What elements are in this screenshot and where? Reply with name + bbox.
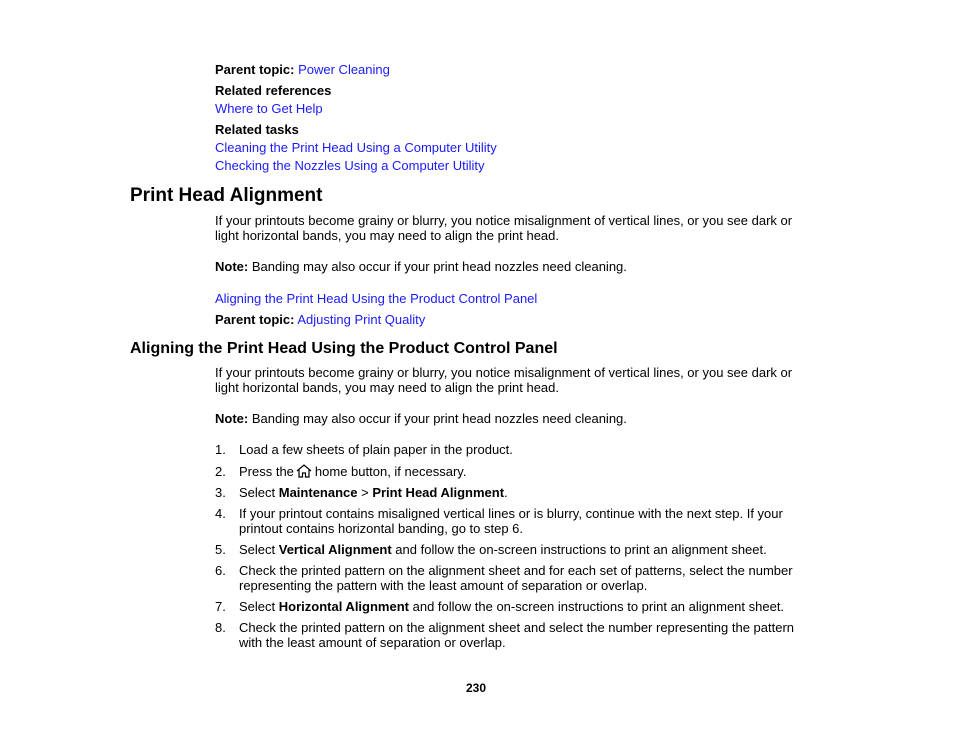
link-aligning-print-head-control-panel[interactable]: Aligning the Print Head Using the Product Control Panel xyxy=(215,291,538,306)
step-number: 3. xyxy=(215,485,226,500)
parent-topic-link-adjusting-print-quality[interactable]: Adjusting Print Quality xyxy=(297,312,426,327)
related-tasks-label: Related tasks xyxy=(215,122,299,137)
section1-note xyxy=(215,259,627,274)
parent-topic-link-power-cleaning[interactable]: Power Cleaning xyxy=(298,62,390,77)
step-2-text xyxy=(239,464,809,479)
note-text: Banding may also occur if your print head nozzles need cleaning. xyxy=(248,259,627,274)
step-number: 4. xyxy=(215,506,226,521)
parent-topic-label: Parent topic: xyxy=(215,62,295,77)
section1-parent-topic-line xyxy=(215,312,425,327)
step-5-text xyxy=(239,542,809,557)
step-2-post: home button, if necessary. xyxy=(314,464,467,479)
step-8-text: Check the printed pattern on the alignment sheet and select the number representing the pattern with the least amount of separation or overlap. xyxy=(239,620,795,650)
step-2-pre: Press the xyxy=(239,464,294,479)
parent-topic-label: Parent topic: xyxy=(215,312,295,327)
step-6-text: Check the printed pattern on the alignment sheet and for each set of patterns, select the number representing the pattern with the least amount of separation or overlap. xyxy=(239,563,793,593)
step-3-mid: > xyxy=(357,485,373,500)
step-3-maintenance: Maintenance xyxy=(278,485,358,500)
step-number: 2. xyxy=(215,464,226,479)
step-7-text xyxy=(239,599,809,614)
step-number: 7. xyxy=(215,599,226,614)
note-label: Note: xyxy=(215,411,249,426)
step-number: 1. xyxy=(215,442,226,457)
section2-intro: If your printouts become grainy or blurry, you notice misalignment of vertical lines, or you see dark or light horizontal bands, you may need to align the print head. xyxy=(215,365,793,395)
home-icon xyxy=(296,464,312,478)
step-5-post: and follow the on-screen instructions to print an alignment sheet. xyxy=(391,542,767,557)
section-title-print-head-alignment: Print Head Alignment xyxy=(130,185,323,206)
section-title-aligning-control-panel: Aligning the Print Head Using the Product Control Panel xyxy=(130,340,558,357)
link-where-to-get-help[interactable]: Where to Get Help xyxy=(215,101,323,116)
step-4-text: If your printout contains misaligned vertical lines or is blurry, continue with the next step. If your printout contains horizontal banding, go to step 6. xyxy=(239,506,783,536)
step-7-post: and follow the on-screen instructions to print an alignment sheet. xyxy=(409,599,785,614)
step-7-pre: Select xyxy=(239,599,279,614)
related-references-label: Related references xyxy=(215,83,332,98)
step-number: 8. xyxy=(215,620,226,635)
note-label: Note: xyxy=(215,259,249,274)
section1-intro: If your printouts become grainy or blurry, you notice misalignment of vertical lines, or you see dark or light horizontal bands, you may need to align the print head. xyxy=(215,213,793,243)
step-number: 6. xyxy=(215,563,226,578)
link-checking-nozzles[interactable]: Checking the Nozzles Using a Computer Utility xyxy=(215,158,485,173)
step-3-text xyxy=(239,485,809,500)
step-5-vertical-alignment: Vertical Alignment xyxy=(278,542,392,557)
step-1-text: Load a few sheets of plain paper in the product. xyxy=(239,442,513,457)
step-3-post: . xyxy=(504,485,508,500)
page-number: 230 xyxy=(466,681,487,695)
step-7-horizontal-alignment: Horizontal Alignment xyxy=(278,599,409,614)
step-number: 5. xyxy=(215,542,226,557)
step-5-pre: Select xyxy=(239,542,279,557)
note-text: Banding may also occur if your print head nozzles need cleaning. xyxy=(248,411,627,426)
step-3-print-head-alignment: Print Head Alignment xyxy=(372,485,505,500)
section2-note xyxy=(215,411,627,426)
parent-topic-line xyxy=(215,62,390,77)
step-3-pre: Select xyxy=(239,485,279,500)
link-cleaning-print-head[interactable]: Cleaning the Print Head Using a Computer Utility xyxy=(215,140,497,155)
